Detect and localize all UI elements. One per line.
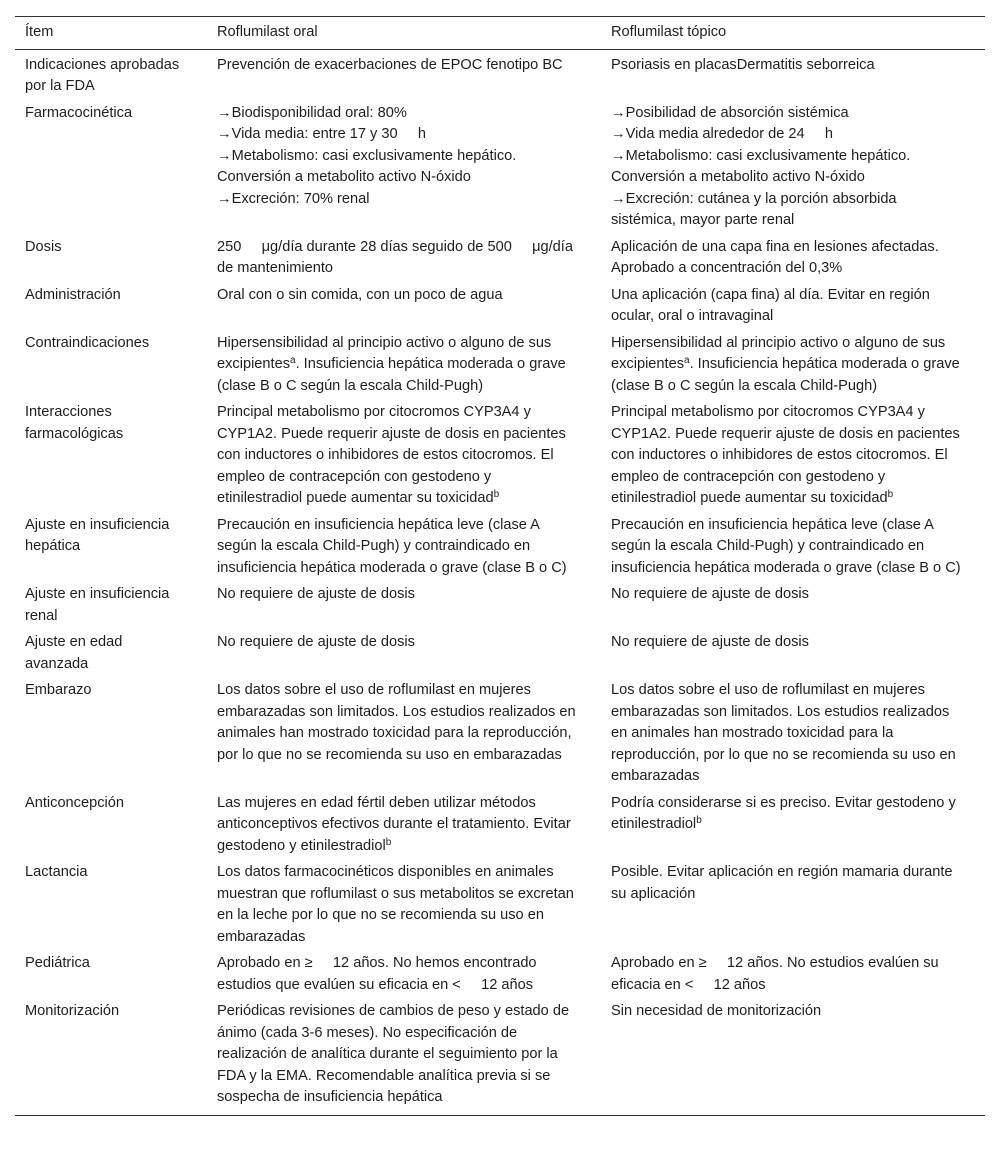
oral-cell [207,951,601,999]
oral-cell [207,582,601,630]
cell-text: Hipersensibilidad al principio activo o alguno de sus excipientes [217,334,556,372]
table-row [15,400,985,513]
cell-text: Posible. Evitar aplicación en región mamaria durante su aplicación [611,864,957,902]
cell-text: Periódicas revisiones de cambios de peso y estado de ánimo (cada 3-6 meses). No especificación de realización de analítica durante el seguimiento por la FDA y la EMA. Recomendable analítica previa si se sospecha de insuficiencia hepática [217,1003,574,1105]
item-cell: Contraindicaciones [25,334,150,351]
topico-cell [601,678,985,791]
oral-cell [207,860,601,951]
item-cell: Lactancia [25,864,88,880]
cell-text: →Excreción: cutánea y la porción absorbida sistémica, mayor parte renal [611,190,901,228]
cell-paragraph [611,285,963,328]
cell-paragraph [217,285,579,307]
header-topico: Roflumilast tópico [601,17,985,50]
cell-paragraph [217,124,579,146]
topico-cell [601,860,985,951]
topico-cell [601,331,985,401]
cell-paragraph [217,953,579,996]
table-row [15,283,985,331]
cell-paragraph [611,402,963,510]
item-cell: Anticoncepción [25,794,124,811]
cell-text: Los datos farmacocinéticos disponibles en animales muestran que roflumilast o sus metabolitos se excretan en la leche por lo que no se recomienda su uso en embarazadas [217,864,578,945]
topico-cell [601,400,985,513]
cell-paragraph [217,402,579,510]
cell-paragraph [611,862,963,905]
cell-text: →Metabolismo: casi exclusivamente hepático. Conversión a metabolito activo N-óxido [611,147,915,185]
cell-paragraph [217,55,579,77]
topico-cell [601,582,985,630]
oral-cell [207,791,601,861]
topico-cell [601,283,985,331]
cell-paragraph [217,333,579,398]
cell-text: No requiere de ajuste de dosis [611,586,809,602]
item-cell: Dosis [25,238,62,255]
footnote-marker: b [887,489,894,500]
item-cell: Administración [25,286,121,303]
oral-cell [207,101,601,235]
cell-text: Principal metabolismo por citocromos CYP3A4 y CYP1A2. Puede requerir ajuste de dosis en pacientes con inductores o inhibidores de estos citocromos. El empleo de contracepción con gestodeno y etinilestradiol puede aumentar su toxicidad [217,404,570,506]
cell-text: . Insuficiencia hepática moderada o grave (clase B o C según la escala Child-Pugh) [217,356,570,394]
oral-cell [207,400,601,513]
oral-cell [207,235,601,283]
footnote-marker: a [290,355,296,366]
comparison-table [15,16,985,1116]
cell-paragraph [611,146,963,189]
cell-paragraph [217,103,579,125]
cell-paragraph [611,1001,963,1023]
table-row [15,791,985,861]
item-cell: Ajuste en edad avanzada [25,634,127,672]
cell-text: Aprobado en ≥ 12 años. No estudios evalúen su eficacia en < 12 años [611,955,943,993]
item-cell: Interacciones farmacológicas [25,404,124,442]
table-body [15,49,985,1115]
topico-cell [601,513,985,583]
footnote-marker: b [385,836,392,848]
cell-text: →Biodisponibilidad oral: 80% [217,104,407,121]
cell-paragraph [611,189,963,232]
cell-text: Psoriasis en placasDermatitis seborreica [611,56,875,73]
footnote-marker: a [684,355,690,366]
footnote-marker: b [493,489,500,500]
cell-paragraph [611,124,963,146]
topico-cell [601,101,985,235]
cell-text: No requiere de ajuste de dosis [217,586,415,602]
cell-paragraph [611,584,963,606]
cell-text: Una aplicación (capa fina) al día. Evitar en región ocular, oral o intravaginal [611,286,934,324]
cell-paragraph [611,103,963,125]
cell-text: Los datos sobre el uso de roflumilast en mujeres embarazadas son limitados. Los estudios realizados en animales han mostrado toxicidad para la reproducción, por lo que no se recomienda su uso en embarazadas [611,682,960,784]
cell-text: 250 μg/día durante 28 días seguido de 500 μg/día de mantenimiento [217,238,578,276]
item-cell: Pediátrica [25,955,90,971]
cell-text: →Metabolismo: casi exclusivamente hepático. Conversión a metabolito activo N-óxido [217,147,521,185]
table-row [15,860,985,951]
cell-text: Los datos sobre el uso de roflumilast en mujeres embarazadas son limitados. Los estudios realizados en animales han mostrado toxicidad para la reproducción, por lo que no se recomienda su uso en embarazadas [217,682,580,763]
cell-paragraph [611,333,963,398]
cell-text: No requiere de ajuste de dosis [217,634,415,650]
topico-cell [601,49,985,101]
item-cell: Ajuste en insuficiencia renal [25,586,174,624]
table-row [15,999,985,1115]
cell-text: Aplicación de una capa fina en lesiones afectadas. Aprobado a concentración del 0,3% [611,238,943,276]
cell-text: Podría considerarse si es preciso. Evitar gestodeno y etinilestradiol [611,794,960,832]
table-row [15,951,985,999]
cell-text: →Vida media: entre 17 y 30 h [217,126,427,142]
cell-paragraph [217,515,579,580]
cell-paragraph [217,793,579,858]
oral-cell [207,513,601,583]
table-row [15,630,985,678]
cell-paragraph [217,237,579,280]
header-oral: Roflumilast oral [207,17,601,50]
cell-text: No requiere de ajuste de dosis [611,634,809,650]
cell-text: Prevención de exacerbaciones de EPOC fenotipo BC [217,56,563,73]
cell-paragraph [217,1001,579,1109]
cell-text: →Vida media alrededor de 24 h [611,126,834,142]
oral-cell [207,49,601,101]
item-cell: Indicaciones aprobadas por la FDA [25,56,184,94]
cell-paragraph [611,632,963,654]
cell-text: Precaución en insuficiencia hepática leve (clase A según la escala Child-Pugh) y contraindicado en insuficiencia hepática moderada o grave (clase B o C) [217,516,567,576]
cell-text: Sin necesidad de monitorización [611,1003,822,1019]
cell-paragraph [217,632,579,654]
cell-paragraph [217,680,579,766]
cell-text: Precaución en insuficiencia hepática leve (clase A según la escala Child-Pugh) y contraindicado en insuficiencia hepática moderada o grave (clase B o C) [611,516,961,576]
cell-paragraph [611,953,963,996]
cell-text: →Excreción: 70% renal [217,190,370,207]
table-row [15,101,985,235]
table-row [15,513,985,583]
item-cell: Farmacocinética [25,104,133,121]
table-row [15,331,985,401]
oral-cell [207,331,601,401]
item-cell: Monitorización [25,1003,120,1019]
header-item: Ítem [15,17,207,50]
cell-paragraph [217,189,579,211]
topico-cell [601,630,985,678]
topico-cell [601,951,985,999]
cell-paragraph [217,146,579,189]
table-row [15,678,985,791]
cell-paragraph [611,237,963,280]
oral-cell [207,678,601,791]
cell-paragraph [611,680,963,788]
topico-cell [601,235,985,283]
oral-cell [207,283,601,331]
cell-text: . Insuficiencia hepática moderada o grave (clase B o C según la escala Child-Pugh) [611,356,964,394]
item-cell: Embarazo [25,682,92,698]
cell-text: Oral con o sin comida, con un poco de agua [217,286,503,303]
cell-paragraph [217,862,579,948]
footnote-marker: b [696,815,702,826]
item-cell: Ajuste en insuficiencia hepática [25,516,174,554]
cell-paragraph [217,584,579,606]
table-row [15,582,985,630]
cell-paragraph [611,55,963,77]
cell-text: Hipersensibilidad al principio activo o alguno de sus excipientes [611,334,950,372]
cell-text: Las mujeres en edad fértil deben utilizar métodos anticonceptivos efectivos durante el tratamiento. Evitar gestodeno y etinilestradiol [217,794,575,854]
cell-text: →Posibilidad de absorción sistémica [611,104,849,121]
topico-cell [601,999,985,1115]
cell-text: Aprobado en ≥ 12 años. No hemos encontrado estudios que evalúen su eficacia en < 12 años [217,955,541,993]
cell-text: Principal metabolismo por citocromos CYP3A4 y CYP1A2. Puede requerir ajuste de dosis en pacientes con inductores o inhibidores de estos citocromos. El empleo de contracepción con gestodeno y etinilestradiol puede aumentar su toxicidad [611,404,964,506]
table-row [15,49,985,101]
oral-cell [207,999,601,1115]
topico-cell [601,791,985,861]
cell-paragraph [611,515,963,580]
header-row [15,17,985,50]
cell-paragraph [611,793,963,836]
table-row [15,235,985,283]
oral-cell [207,630,601,678]
